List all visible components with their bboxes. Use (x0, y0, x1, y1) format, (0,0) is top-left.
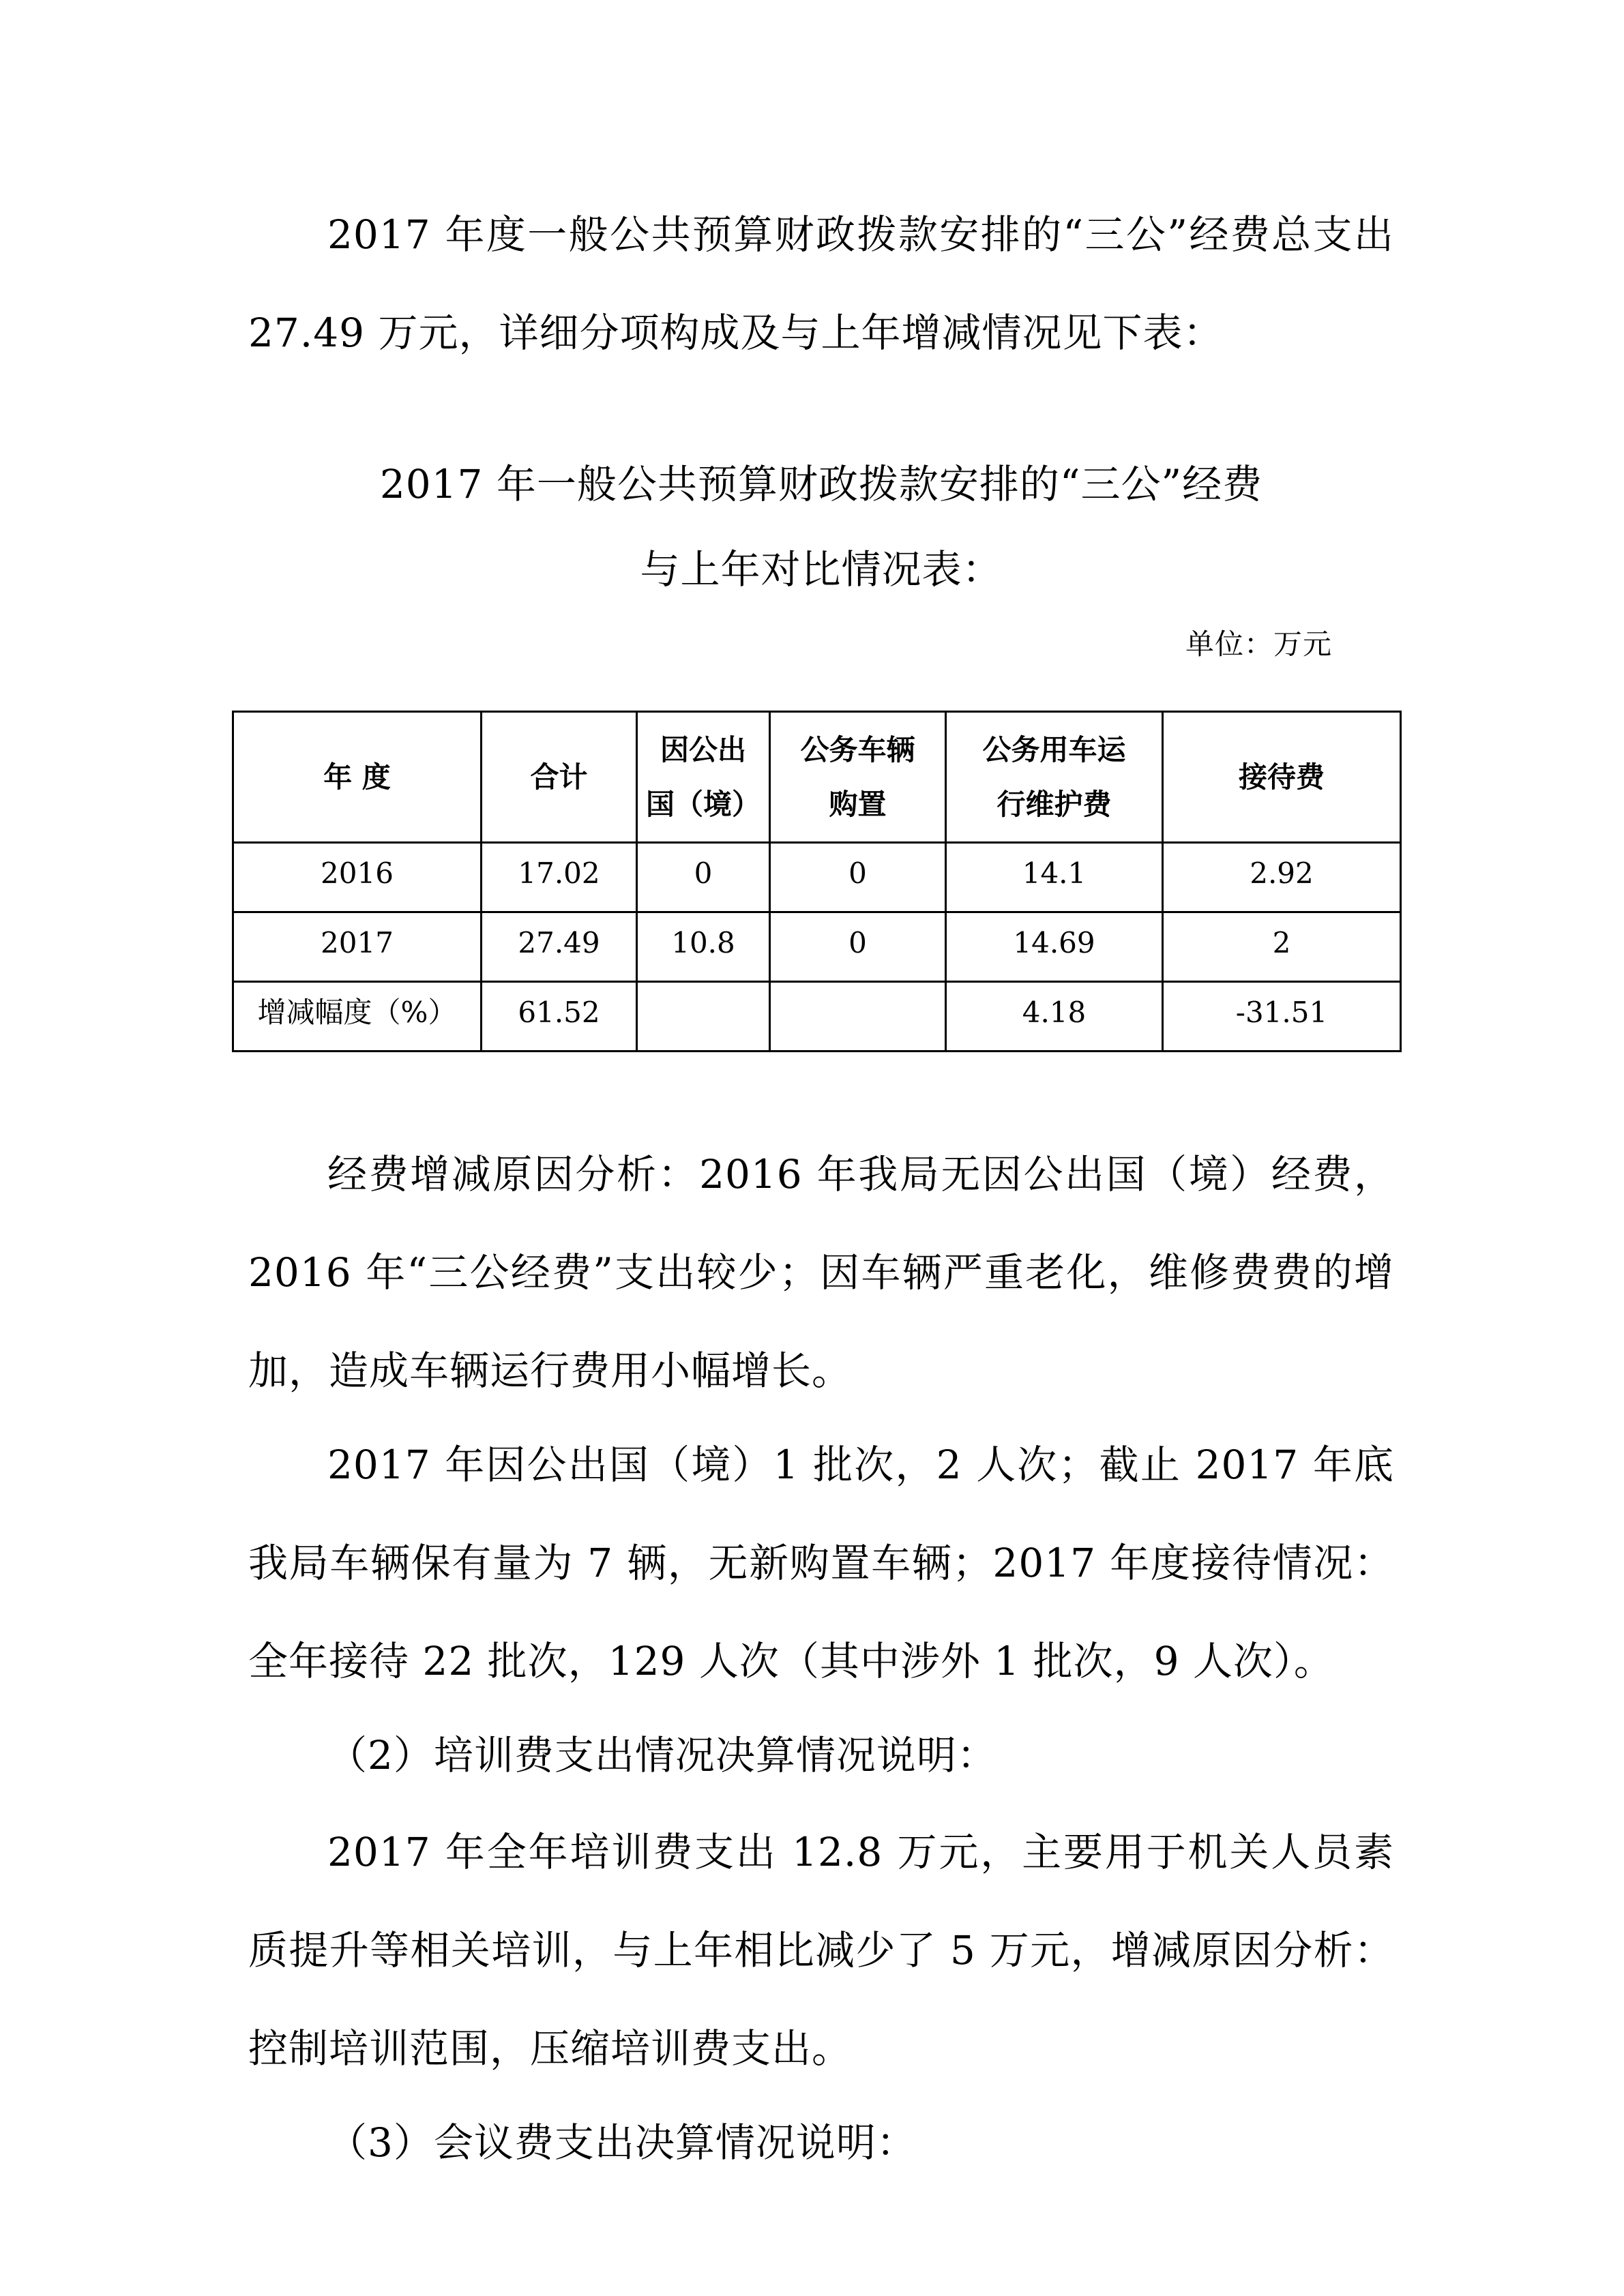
meeting-heading: （3）会议费支出决算情况说明： (327, 2119, 917, 2166)
cell-total: 61.52 (482, 982, 637, 1052)
cell-total: 17.02 (482, 843, 637, 912)
cell-vehicle-purchase: 0 (770, 912, 946, 982)
header-year: 年 度 (233, 712, 482, 843)
table-header-row (233, 712, 1401, 843)
header-reception: 接待费 (1163, 712, 1401, 843)
cell-year: 2016 (233, 843, 482, 912)
unit-label: 单位：万元 (1185, 627, 1332, 661)
header-vehicle-operation-line-1: 公务用车运 (982, 732, 1126, 766)
table-title-line-1: 2017 年一般公共预算财政拨款安排的“三公”经费 (379, 461, 1263, 507)
cell-reception: 2.92 (1163, 843, 1401, 912)
cell-reception: 2 (1163, 912, 1401, 982)
header-vehicle-purchase-line-1: 公务车辆 (800, 732, 915, 766)
table-row (233, 843, 1401, 912)
analysis-reason-paragraph: 经费增减原因分析：2016 年我局无因公出国（境）经费，2016 年“三公经费”支出较少；因车辆严重老化，维修费费的增加，造成车辆运行费用小幅增长。 (248, 1151, 1394, 1394)
header-vehicle-operation-line-2: 行维护费 (996, 787, 1112, 821)
three-public-expenses-table (232, 711, 1402, 1052)
cell-year: 2017 (233, 912, 482, 982)
table-row (233, 982, 1401, 1052)
analysis-detail-paragraph: 2017 年因公出国（境）1 批次，2 人次；截止 2017 年底我局车辆保有量为 7 辆，无新购置车辆；2017 年度接待情况：全年接待 22 批次，129 人次（其中涉外 1 批次，9 人次）。 (248, 1442, 1394, 1684)
table-title-line-2: 与上年对比情况表： (640, 546, 1003, 593)
cell-year: 增减幅度（%） (233, 982, 482, 1052)
header-vehicle-purchase (770, 712, 946, 843)
header-abroad-line-2: 国（境） (645, 787, 761, 821)
cell-vehicle-purchase: 0 (770, 843, 946, 912)
header-total: 合计 (482, 712, 637, 843)
cell-vehicle-purchase (770, 982, 946, 1052)
intro-paragraph: 2017 年度一般公共预算财政拨款安排的“三公”经费总支出 27.49 万元，详细分项构成及与上年增减情况见下表： (248, 211, 1394, 356)
cell-abroad (637, 982, 770, 1052)
header-vehicle-purchase-line-2: 购置 (829, 787, 887, 821)
cell-vehicle-operation: 14.69 (946, 912, 1163, 982)
cell-total: 27.49 (482, 912, 637, 982)
training-body-paragraph: 2017 年全年培训费支出 12.8 万元，主要用于机关人员素质提升等相关培训，与上年相比减少了 5 万元，增减原因分析：控制培训范围，压缩培训费支出。 (248, 1829, 1394, 2072)
training-heading: （2）培训费支出情况决算情况说明： (327, 1732, 997, 1778)
header-abroad (637, 712, 770, 843)
table-row (233, 912, 1401, 982)
header-abroad-line-1: 因公出 (660, 732, 746, 766)
cell-vehicle-operation: 14.1 (946, 843, 1163, 912)
cell-abroad: 10.8 (637, 912, 770, 982)
header-vehicle-operation (946, 712, 1163, 843)
cell-reception: -31.51 (1163, 982, 1401, 1052)
cell-abroad: 0 (637, 843, 770, 912)
cell-vehicle-operation: 4.18 (946, 982, 1163, 1052)
